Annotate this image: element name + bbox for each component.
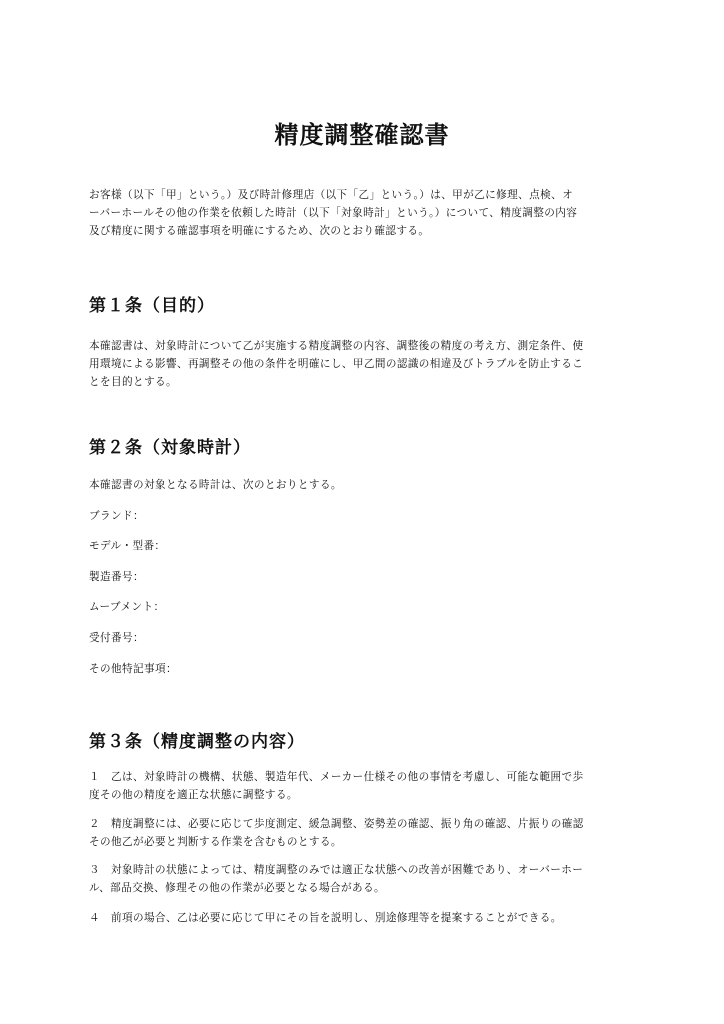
article3-item-4 xyxy=(89,909,639,927)
article3-item-line: ル、部品交換、修理その他の作業が必要となる場合がある。 xyxy=(89,882,385,894)
field-receipt-number: 受付番号： xyxy=(89,632,144,644)
intro-line: ーバーホールその他の作業を依頼した時計（以下「対象時計」という。）について、精度調整の内容 xyxy=(89,207,578,219)
article3-item-3 xyxy=(89,861,639,897)
article3-item-line: ２ 精度調整には、必要に応じて歩度測定、緩急調整、姿勢差の確認、振り角の確認、片振りの確認 xyxy=(89,818,584,830)
article1-heading: 第１条（目的） xyxy=(89,296,215,316)
article3-item-line: ４ 前項の場合、乙は必要に応じて甲にその旨を説明し、別途修理等を提案することができる。 xyxy=(89,912,562,924)
field-serial-number: 製造番号： xyxy=(89,571,144,583)
article3-item-line: ３ 対象時計の状態によっては、精度調整のみでは適正な状態への改善が困難であり、オーバーホー xyxy=(89,864,584,876)
article1-line: 用環境による影響、再調整その他の条件を明確にし、甲乙間の認識の相違及びトラブルを防止するこ xyxy=(89,358,584,370)
article2-heading: 第２条（対象時計） xyxy=(89,438,251,458)
intro-paragraph xyxy=(89,186,639,240)
intro-line: 及び精度に関する確認事項を明確にするため、次のとおり確認する。 xyxy=(89,225,430,237)
field-brand: ブランド： xyxy=(89,510,144,522)
article1-paragraph xyxy=(89,337,639,391)
article1-line: 本確認書は、対象時計について乙が実施する精度調整の内容、調整後の精度の考え方、測定条件、使 xyxy=(89,340,584,352)
document-title: 精度調整確認書 xyxy=(274,121,450,149)
article2-lead: 本確認書の対象となる時計は、次のとおりとする。 xyxy=(89,479,342,491)
article3-item-line: その他乙が必要と判断する作業を含むものとする。 xyxy=(89,836,342,848)
article3-item-line: 度その他の精度を適正な状態に調整する。 xyxy=(89,789,298,801)
article1-line: とを目的とする。 xyxy=(89,376,177,388)
field-movement: ムーブメント： xyxy=(89,601,165,613)
article3-item-line: １ 乙は、対象時計の機構、状態、製造年代、メーカー仕様その他の事情を考慮し、可能な範囲で歩 xyxy=(89,771,584,783)
article3-item-1 xyxy=(89,768,639,804)
article3-heading: 第３条（精度調整の内容） xyxy=(89,732,305,752)
field-model: モデル・型番： xyxy=(89,540,166,552)
field-other-notes: その他特記事項： xyxy=(89,663,177,675)
intro-line: お客様（以下「甲」という。）及び時計修理店（以下「乙」という。）は、甲が乙に修理、点検、オ xyxy=(89,189,574,201)
article3-item-2 xyxy=(89,815,639,851)
